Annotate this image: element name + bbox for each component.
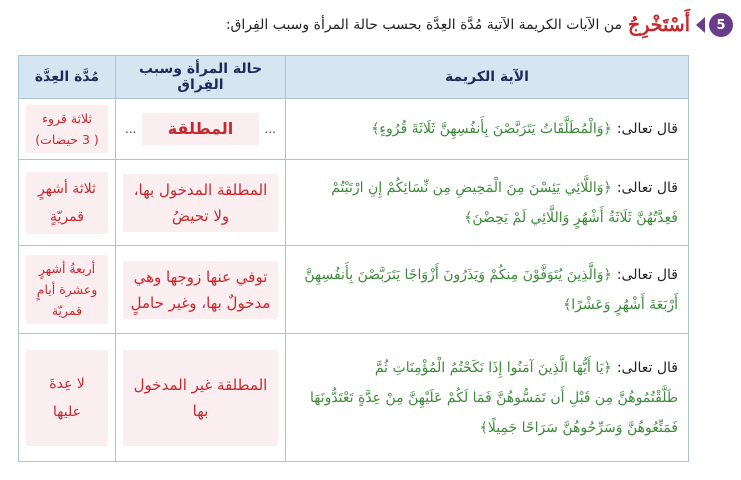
dots-right: ... bbox=[264, 122, 276, 136]
duration-line: ثلاثة قروء bbox=[42, 111, 92, 126]
state-cell bbox=[116, 99, 286, 160]
said-label: قال تعالى: bbox=[616, 266, 678, 283]
verse-cell bbox=[286, 160, 689, 246]
header-state: حالة المرأة وسبب الفِراق bbox=[116, 56, 286, 99]
verse-line: فَمَتِّعُوهُنَّ وَسَرِّحُوهُنَّ سَرَاحًا جَمِيلًا﴾ bbox=[479, 419, 678, 436]
state-line: المطلقة غير المدخول bbox=[133, 375, 268, 394]
table-row bbox=[19, 160, 689, 246]
duration-cell bbox=[19, 99, 116, 160]
duration-answer bbox=[26, 105, 108, 153]
state-answer bbox=[123, 174, 278, 232]
iddah-table bbox=[18, 55, 689, 462]
duration-line: عليها bbox=[53, 403, 81, 420]
state-line: مدخولٌ بها، وغير حاملٍ bbox=[130, 293, 271, 312]
said-label: قال تعالى: bbox=[616, 121, 678, 137]
duration-line: لا عِدةَ bbox=[49, 375, 85, 392]
said-label: قال تعالى: bbox=[616, 179, 678, 196]
header-duration: مُدَّة العِدَّة bbox=[19, 56, 116, 99]
state-line: توفي عنها زوجها وهي bbox=[133, 267, 268, 286]
verse-line: ﴿وَاللَّائِي يَئِسْنَ مِنَ الْمَحِيضِ مِن نِّسَائِكُمْ إِنِ ارْتَبْتُمْ bbox=[331, 179, 612, 196]
exercise-header bbox=[150, 8, 733, 42]
duration-answer bbox=[26, 172, 108, 234]
dots-left: ... bbox=[125, 122, 137, 136]
verse-line: أَرْبَعَةَ أَشْهُرٍ وَعَشْرًا﴾ bbox=[563, 296, 678, 313]
table-row bbox=[19, 99, 689, 160]
state-cell bbox=[116, 334, 286, 462]
verse-cell bbox=[286, 99, 689, 160]
duration-line: وعشرة أيامٍ bbox=[36, 282, 98, 297]
said-label: قال تعالى: bbox=[616, 359, 678, 376]
state-answer-row bbox=[117, 108, 284, 150]
exercise-number-badge: 5 bbox=[709, 13, 733, 37]
header-verse: الآية الكريمة bbox=[286, 56, 689, 99]
instruction-text: من الآيات الكريمة الآتية مُدَّة العِدَّة بحسب حالة المرأة وسبب الفِراق: bbox=[225, 17, 623, 33]
verse-line: فَعِدَّتُهُنَّ ثَلَاثَةُ أَشْهُرٍ وَاللَّائِي لَمْ يَحِضْنَ﴾ bbox=[464, 209, 678, 226]
duration-answer bbox=[26, 350, 108, 446]
state-line: المطلقة المدخول بها، bbox=[133, 180, 268, 199]
verse-line: ﴿وَالْمُطَلَّقَاتُ يَتَرَبَّصْنَ بِأَنفُسِهِنَّ ثَلَاثَةَ قُرُوءٍ﴾ bbox=[371, 121, 612, 137]
duration-line: قمريّة bbox=[51, 303, 83, 318]
verse-cell bbox=[286, 334, 689, 462]
arrow-icon bbox=[696, 17, 705, 33]
state-answer bbox=[123, 261, 278, 319]
verse-line: ﴿يَا أَيُّهَا الَّذِينَ آمَنُوا إِذَا نَكَحْتُمُ الْمُؤْمِنَاتِ ثُمَّ bbox=[374, 359, 612, 376]
state-answer bbox=[123, 350, 278, 446]
table-header-row bbox=[19, 56, 689, 99]
duration-line: قمريّةٍ bbox=[50, 208, 84, 225]
duration-line: ( 3 حيضات) bbox=[35, 132, 99, 147]
verse-line: طَلَّقْتُمُوهُنَّ مِن قَبْلِ أَن تَمَسُّوهُنَّ فَمَا لَكُمْ عَلَيْهِنَّ مِنْ عِدَّةٍ تَعْتَدُّونَهَا bbox=[309, 389, 678, 406]
duration-cell bbox=[19, 160, 116, 246]
state-answer: المطلقة bbox=[142, 113, 258, 145]
duration-cell bbox=[19, 334, 116, 462]
duration-answer bbox=[26, 255, 108, 324]
duration-line: أربعةُ أشهرٍ bbox=[38, 261, 96, 276]
verse-line: ﴿وَالَّذِينَ يُتَوَفَّوْنَ مِنكُمْ وَيَذَرُونَ أَزْوَاجًا يَتَرَبَّصْنَ بِأَنفُسِهِنَّ bbox=[304, 266, 612, 283]
instruction-verb: أَسْتَخْرِجُ bbox=[628, 14, 690, 36]
state-cell bbox=[116, 160, 286, 246]
table-row bbox=[19, 246, 689, 334]
table-row bbox=[19, 334, 689, 462]
verse-cell bbox=[286, 246, 689, 334]
state-line: ولا تحيضُ bbox=[171, 206, 230, 225]
duration-cell bbox=[19, 246, 116, 334]
state-cell bbox=[116, 246, 286, 334]
state-line: بها bbox=[192, 401, 209, 420]
duration-line: ثلاثة أشهرٍ bbox=[38, 180, 96, 197]
